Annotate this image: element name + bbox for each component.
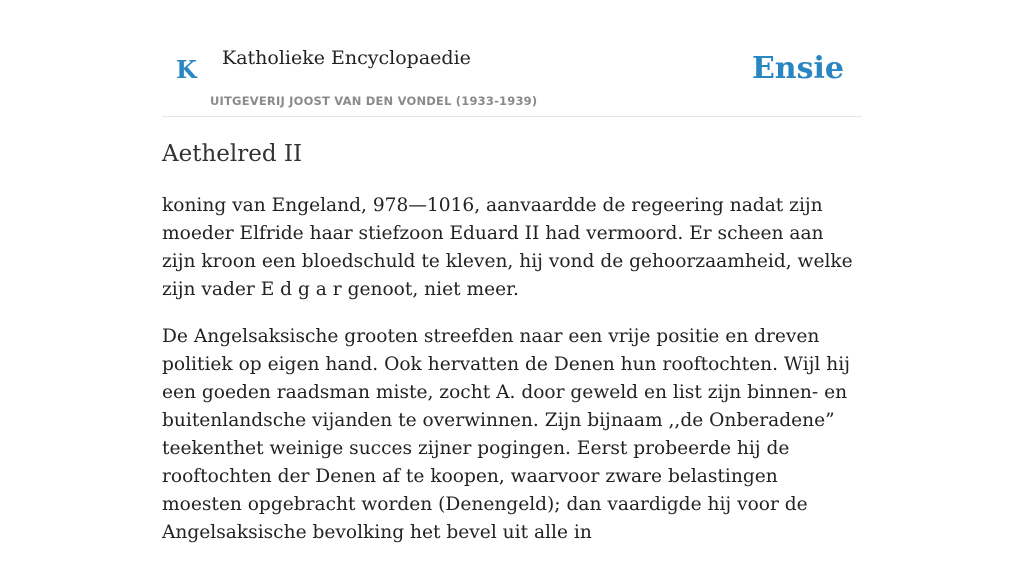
ensie-brand-logo[interactable]: Ensie: [751, 51, 844, 86]
site-header: [162, 0, 862, 117]
article-body: [162, 192, 862, 566]
publisher-subtitle: UITGEVERIJ JOOST VAN DEN VONDEL (1933-1939): [210, 94, 538, 108]
article-paragraph-2: De Angelsaksische grooten streefden naar een vrije positie en dreven politiek op eigen hand. Ook hervatten de Denen hun rooftochten. Wijl hij een goeden raadsman miste, zocht A. door geweld en list zijn binnen- en buitenlandsche vijanden te overwinnen. Zijn bijnaam ,,de Onberadene” teekenthet weinige succes zijner pogingen. Eerst probeerde hij de rooftochten der Denen af te koopen, waarvoor zware belastingen moesten opgebracht worden (Denengeld); dan vaardigde hij voor de Angelsaksische bevolking het bevel uit alle in: [162, 326, 850, 543]
article-title: Aethelred II: [162, 141, 303, 167]
book-title-link[interactable]: Katholieke Encyclopaedie: [222, 47, 471, 69]
encyclopedia-logo-icon[interactable]: K: [176, 55, 197, 84]
article-paragraph-1: koning van Engeland, 978—1016, aanvaardde de regeering nadat zijn moeder Elfride haar stiefzoon Eduard II had vermoord. Er scheen aan zijn kroon een bloedschuld te kleven, hij vond de gehoorzaamheid, welke zijn vader E d g a r genoot, niet meer.: [162, 195, 853, 300]
